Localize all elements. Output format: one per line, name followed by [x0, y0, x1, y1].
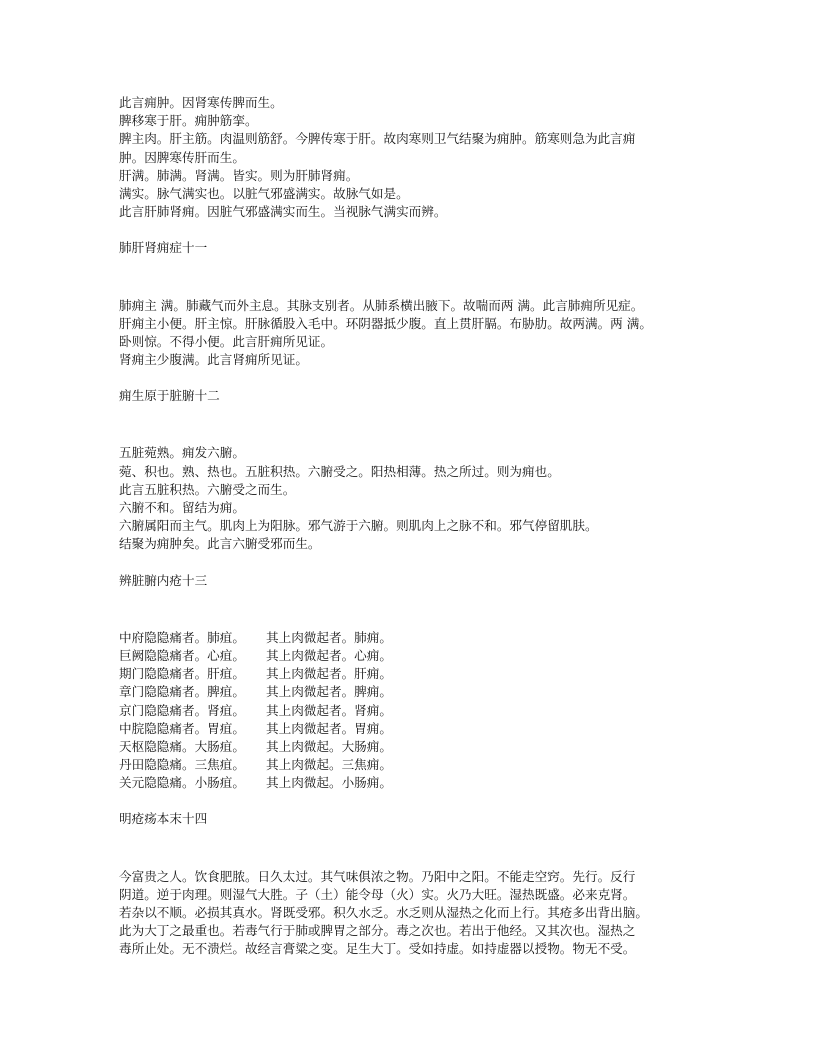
acupoint-left: 巨阙隐隐痛者。心疽。	[119, 647, 245, 663]
paragraph-line: 脾主肉。肝主筋。肉温则筋舒。今脾传寒于肝。故肉寒则卫气结聚为痈肿。筋寒则急为此言痈	[119, 131, 636, 147]
list-item	[119, 629, 709, 647]
acupoint-left: 中府隐隐痛者。肺疽。	[119, 629, 245, 645]
list-item	[119, 647, 709, 665]
paragraph-line: 卧则惊。不得小便。此言肝痈所见证。	[119, 333, 334, 349]
paragraph-line: 毒所止处。无不溃烂。故经言膏粱之变。足生大丁。受如持虚。如持虚器以授物。物无不受。	[119, 941, 636, 957]
acupoint-left: 天枢隐隐痛。大肠疽。	[119, 738, 245, 754]
section-4	[119, 629, 709, 793]
acupoint-right: 其上肉微起者。肝痈。	[266, 666, 392, 682]
paragraph-line: 五脏菀熟。痈发六腑。	[119, 445, 245, 461]
section-heading: 明疮疡本末十四	[119, 811, 208, 827]
paragraph-line: 阴道。逆于肉理。则湿气大胜。子（土）能令母（火）实。火乃大旺。湿热既盛。必来克肾。	[119, 886, 636, 902]
section-5	[119, 868, 709, 959]
list-item	[119, 774, 709, 792]
acupoint-right: 其上肉微起。小肠痈。	[266, 775, 392, 791]
acupoint-right: 其上肉微起者。肺痈。	[266, 629, 392, 645]
section-3	[119, 444, 709, 553]
acupoint-left: 章门隐隐痛者。脾疽。	[119, 684, 245, 700]
paragraph-line: 肿。因脾寒传肝而生。	[119, 149, 245, 165]
acupoint-left: 京门隐隐痛者。肾疽。	[119, 702, 245, 718]
section-heading: 痈生原于脏腑十二	[119, 388, 220, 404]
acupoint-right: 其上肉微起者。胃痈。	[266, 720, 392, 736]
paragraph-line: 此言痈肿。因肾寒传脾而生。	[119, 95, 283, 110]
acupoint-right: 其上肉微起者。脾痈。	[266, 684, 392, 700]
list-item	[119, 702, 709, 720]
acupoint-left: 中脘隐隐痛者。胃疽。	[119, 720, 245, 736]
section-1	[119, 94, 709, 221]
paragraph-line: 脾移寒于肝。痈肿筋挛。	[119, 113, 258, 129]
paragraph-line: 肝痈主小便。肝主惊。肝脉循股入毛中。环阴器抵少腹。直上贯肝膈。布胁肋。故两满。两 满。	[119, 315, 652, 331]
list-item	[119, 683, 709, 701]
list-item	[119, 738, 709, 756]
section-2	[119, 297, 709, 370]
list-item	[119, 665, 709, 683]
section-heading: 辨脏腑内疮十三	[119, 572, 208, 588]
paragraph-line: 肺痈主 满。肺藏气而外主息。其脉支别者。从肺系横出腋下。故喘而两 满。此言肺痈所见症。	[119, 297, 644, 313]
paragraph-line: 六腑属阳而主气。肌肉上为阳脉。邪气游于六腑。则肌肉上之脉不和。邪气停留肌肤。	[119, 518, 598, 534]
paragraph-line: 肝满。肺满。肾满。皆实。则为肝肺肾痈。	[119, 167, 359, 183]
paragraph-line: 菀、积也。熟、热也。五脏积热。六腑受之。阳热相薄。热之所过。则为痈也。	[119, 463, 560, 479]
acupoint-right: 其上肉微起者。肾痈。	[266, 702, 392, 718]
acupoint-right: 其上肉微起者。心痈。	[266, 647, 392, 663]
acupoint-left: 关元隐隐痛。小肠疽。	[119, 775, 245, 791]
acupoint-right: 其上肉微起。三焦痈。	[266, 757, 392, 773]
acupoint-left: 期门隐隐痛者。肝疽。	[119, 666, 245, 682]
paragraph-line: 今富贵之人。饮食肥脓。日久太过。其气味俱浓之物。乃阳中之阳。不能走空窍。先行。反行	[119, 868, 636, 884]
list-item	[119, 720, 709, 738]
acupoint-right: 其上肉微起。大肠痈。	[266, 738, 392, 754]
list-item	[119, 756, 709, 774]
section-heading: 肺肝肾痈症十一	[119, 240, 208, 256]
acupoint-left: 丹田隐隐痛。三焦疽。	[119, 757, 245, 773]
paragraph-line: 若杂以不顺。必损其真水。肾既受邪。积久水乏。水乏则从湿热之化而上行。其疮多出背出脑。	[119, 905, 648, 920]
paragraph-line: 六腑不和。留结为痈。	[119, 500, 245, 515]
paragraph-line: 此为大丁之最重也。若毒气行于肺或脾胃之部分。毒之次也。若出于他经。又其次也。湿热之	[119, 923, 636, 939]
paragraph-line: 此言肝肺肾痈。因脏气邪盛满实而生。当视脉气满实而辨。	[119, 204, 447, 220]
paragraph-line: 此言五脏积热。六腑受之而生。	[119, 481, 296, 497]
paragraph-line: 满实。脉气满实也。以脏气邪盛满实。故脉气如是。	[119, 185, 409, 201]
document-page	[119, 94, 709, 959]
paragraph-line: 结聚为痈肿矣。此言六腑受邪而生。	[119, 536, 321, 552]
paragraph-line: 肾痈主少腹满。此言肾痈所见证。	[119, 352, 308, 368]
